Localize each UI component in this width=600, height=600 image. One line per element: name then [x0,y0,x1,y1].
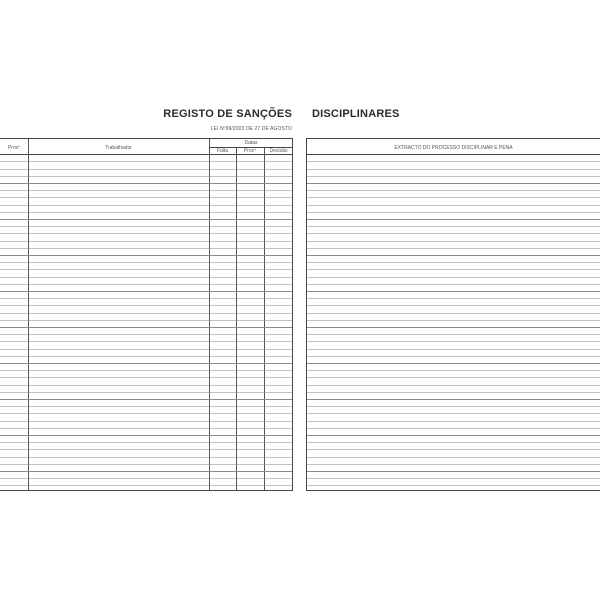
register-table-left [0,138,293,491]
header-decisao: Decisão [269,148,288,154]
page-subtitle: LEI Nº99/2003 DE 27 DE AGOSTO [210,126,292,132]
page-title-left: REGISTO DE SANÇÕES [163,108,292,120]
register-table-right [306,138,600,491]
header-proc-date: Procº [243,148,257,154]
header-datas: Datas [244,140,258,146]
header-proc: Procº [7,145,21,151]
ruled-rows [307,155,600,490]
page-title-right: DISCIPLINARES [312,108,400,120]
ruled-rows [0,155,292,490]
header-falta: Falta [216,148,229,154]
header-extracto: EXTRACTO DO PROCESSO DISCIPLINAR E PENA [394,145,513,151]
header-trabalhador: Trabalhador [105,145,132,151]
